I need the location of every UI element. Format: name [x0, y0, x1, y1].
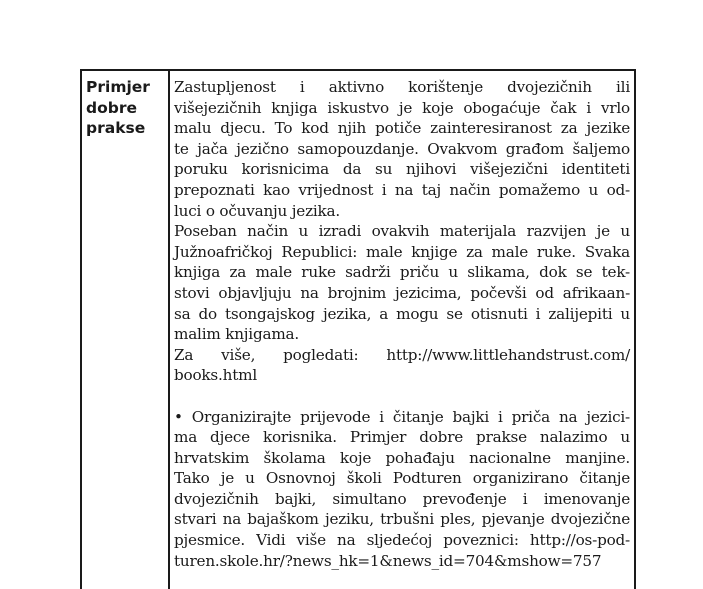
text-line: malu djecu. To kod njih potiče zainteresiranost za jezike: [174, 119, 630, 138]
good-practice-table: [80, 69, 636, 589]
text-line: stovi objavljuju na brojnim jezicima, počevši od afrikaan-: [174, 283, 630, 302]
text-line: sa do tsongajskog jezika, a mogu se otisnuti i zalijepiti u: [174, 304, 630, 323]
text-line: • Organizirajte prijevode i čitanje bajki i priča na jezici-: [174, 407, 630, 426]
paragraph-small-books: [174, 221, 630, 345]
column-divider: [168, 71, 170, 589]
text-line: turen.skole.hr/?news_hk=1&news_id=704&mshow=757: [174, 551, 602, 570]
text-line: knjiga za male ruke sadrži priču u slikama, dok se tek-: [174, 263, 630, 282]
row-content-cell: [174, 77, 630, 571]
row-label-line: prakse: [86, 119, 146, 137]
text-line: te jača jezično samopouzdanje. Ovakvom građom šaljemo: [174, 139, 630, 158]
text-line: Poseban način u izradi ovakvih materijala razvijen je u: [174, 222, 630, 241]
text-line: hrvatskim školama koje pohađaju nacionalne manjine.: [174, 448, 630, 467]
text-line: Južnoafričkoj Republici: male knjige za male ruke. Svaka: [174, 242, 630, 261]
text-line: Za više, pogledati: http://www.littlehandstrust.com/: [174, 345, 630, 364]
row-label-line: dobre: [86, 98, 137, 117]
text-line: poruku korisnicima da su njihovi višejezični identiteti: [174, 160, 630, 179]
text-line: books.html: [174, 366, 257, 385]
paragraph-gap: [174, 386, 630, 407]
text-line: pjesmice. Vidi više na sljedećoj poveznici: http://os-pod-: [174, 531, 630, 550]
text-line: luci o očuvanju jezika.: [174, 201, 341, 220]
paragraph-translations-bullet: [174, 407, 630, 572]
text-line: prepoznati kao vrijednost i na taj način pomažemo u od-: [174, 180, 630, 199]
text-line: stvari na bajaškom jeziku, trbušni ples, pjevanje dvojezične: [174, 510, 630, 529]
text-line: dvojezičnih bajki, simultano prevođenje i imenovanje: [174, 489, 630, 508]
row-label-cell: [86, 77, 166, 139]
text-line: Zastupljenost i aktivno korištenje dvojezičnih ili: [174, 78, 630, 96]
paragraph-more-link: [174, 345, 630, 386]
text-line: višejezičnih knjiga iskustvo je koje obogaćuje čak i vrlo: [174, 98, 630, 117]
paragraph-multilingual-books: [174, 77, 630, 221]
text-line: Tako je u Osnovnoj školi Podturen organizirano čitanje: [174, 469, 630, 488]
text-line: ma djece korisnika. Primjer dobre prakse nalazimo u: [174, 428, 630, 447]
text-line: malim knjigama.: [174, 325, 300, 344]
row-label-line: Primjer: [86, 78, 150, 96]
